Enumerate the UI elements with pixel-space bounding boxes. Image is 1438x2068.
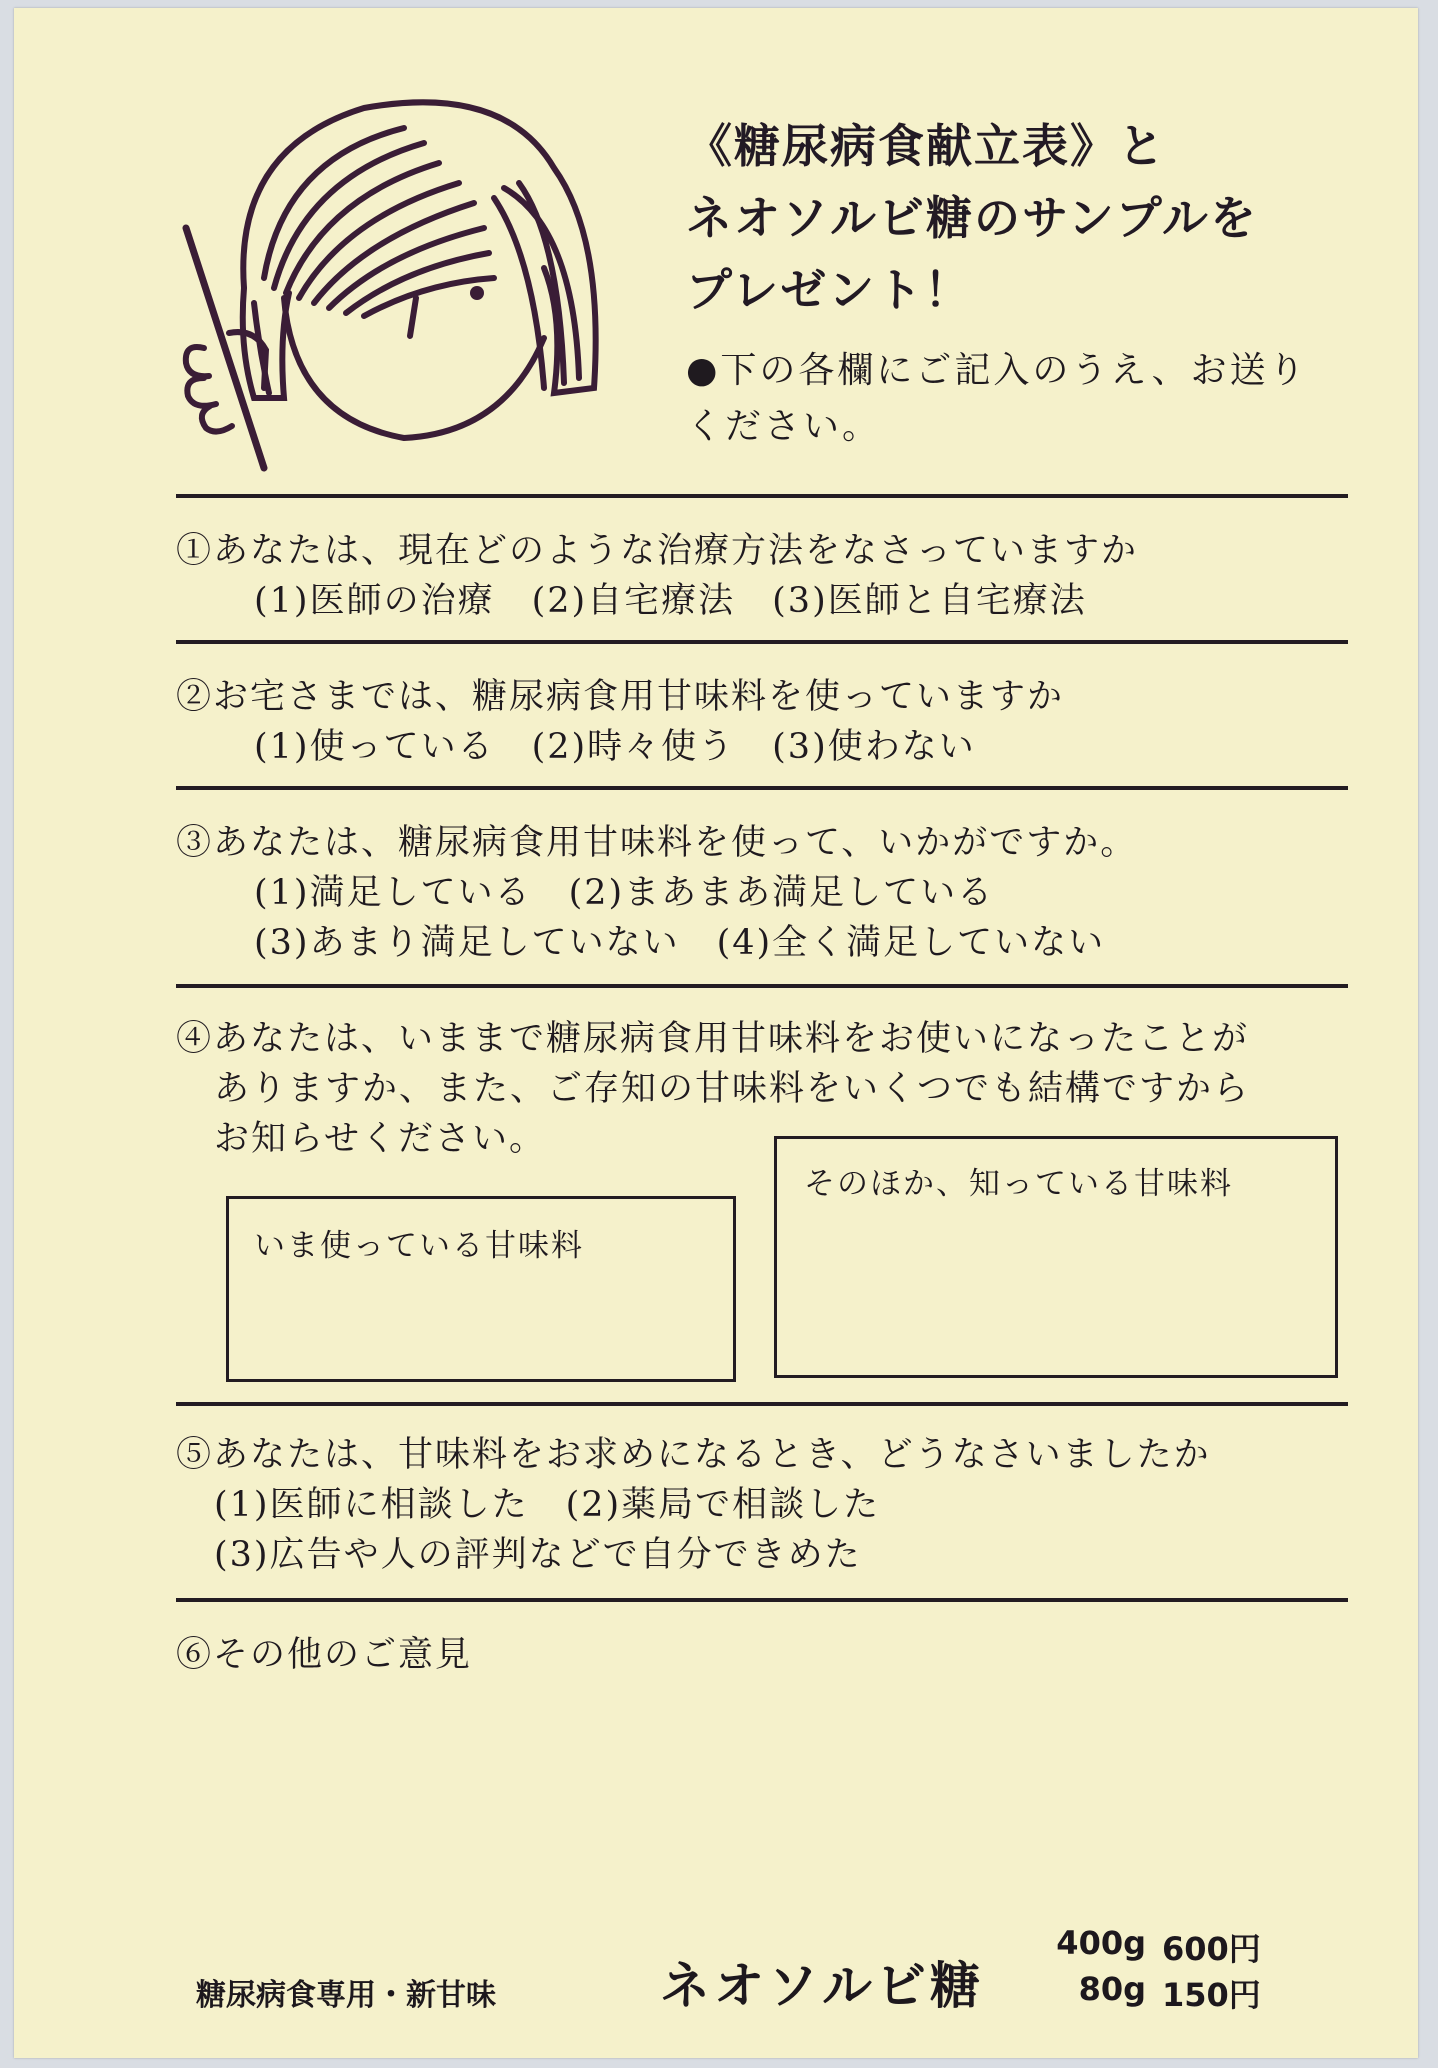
divider bbox=[176, 640, 1348, 644]
question-6 bbox=[176, 1630, 472, 1680]
question-3-options-line-1[interactable]: (1)満足している (2)まあまあ満足している bbox=[254, 873, 995, 913]
price-value-2: 150円 bbox=[1162, 1976, 1261, 2014]
question-5-options-line-2[interactable]: (3)広告や人の評判などで自分できめた bbox=[214, 1535, 862, 1575]
question-3-options-line-2[interactable]: (3)あまり満足していない (4)全く満足していない bbox=[254, 923, 1106, 963]
question-2-text: ②お宅さまでは、糖尿病食用甘味料を使っていますか bbox=[176, 677, 1065, 717]
question-2-options[interactable]: (1)使っている (2)時々使う (3)使わない bbox=[254, 727, 976, 767]
question-5-options-line-1[interactable]: (1)医師に相談した (2)薬局で相談した bbox=[214, 1485, 881, 1525]
current-sweetener-label: いま使っている甘味料 bbox=[254, 1228, 584, 1264]
question-4-text-line-3: お知らせください。 bbox=[214, 1119, 546, 1159]
question-1-options[interactable]: (1)医師の治療 (2)自宅療法 (3)医師と自宅療法 bbox=[254, 581, 1087, 621]
footer-product-name: ネオソルビ糖 bbox=[660, 1957, 984, 2015]
other-sweetener-label: そのほか、知っている甘味料 bbox=[804, 1166, 1233, 1202]
question-3 bbox=[176, 818, 1137, 968]
price-size-2: 80g bbox=[1078, 1970, 1146, 2008]
intro-instructions: ●下の各欄にご記入のうえ、お送りください。 bbox=[686, 350, 1308, 447]
question-2 bbox=[176, 672, 1064, 772]
divider bbox=[176, 1598, 1348, 1602]
headline bbox=[686, 110, 1258, 326]
question-4-text-line-2: ありますか、また、ご存知の甘味料をいくつでも結構ですから bbox=[214, 1069, 1251, 1109]
divider bbox=[176, 984, 1348, 988]
question-1 bbox=[176, 526, 1138, 626]
headline-line-3: プレゼント！ bbox=[686, 263, 973, 317]
divider bbox=[176, 494, 1348, 498]
divider bbox=[176, 786, 1348, 790]
price-value-1: 600円 bbox=[1162, 1930, 1261, 1968]
question-4-text-line-1: ④あなたは、いままで糖尿病食用甘味料をお使いになったことが bbox=[176, 1019, 1250, 1059]
other-opinions-area[interactable] bbox=[176, 1698, 1348, 1908]
divider bbox=[176, 1402, 1348, 1406]
price-size-1: 400g bbox=[1056, 1924, 1146, 1962]
headline-line-2: ネオソルビ糖のサンプルを bbox=[686, 191, 1258, 245]
question-5 bbox=[176, 1430, 1211, 1580]
girl-illustration bbox=[174, 88, 644, 488]
footer-tagline: 糖尿病食専用・新甘味 bbox=[196, 1978, 496, 2013]
question-3-text: ③あなたは、糖尿病食用甘味料を使って、いかがですか。 bbox=[176, 823, 1138, 863]
question-5-text: ⑤あなたは、甘味料をお求めになるとき、どうなさいましたか bbox=[176, 1435, 1211, 1475]
question-6-text: ⑥その他のご意見 bbox=[176, 1635, 473, 1675]
headline-line-1: 《糖尿病食献立表》と bbox=[686, 119, 1166, 173]
question-1-text: ①あなたは、現在どのような治療方法をなさっていますか bbox=[176, 531, 1139, 571]
survey-card bbox=[14, 8, 1418, 2058]
